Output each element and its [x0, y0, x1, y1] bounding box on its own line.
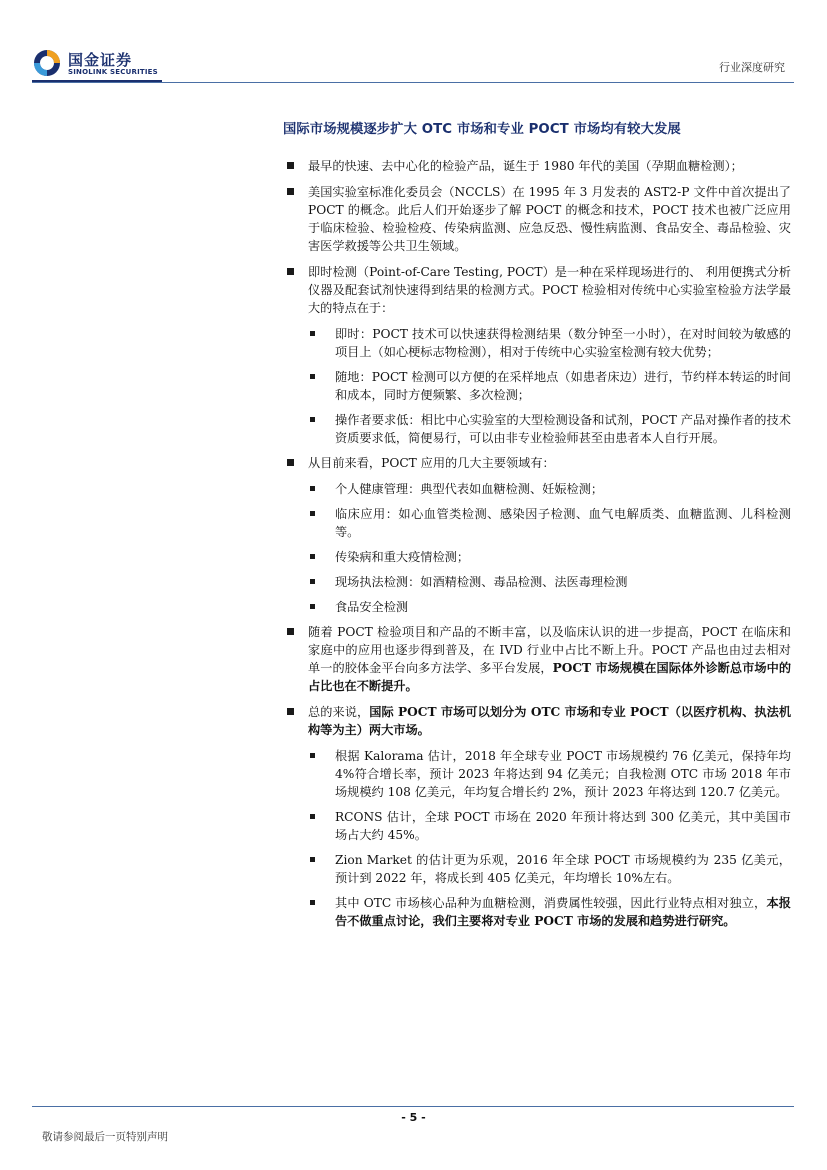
logo-english-name: SINOLINK SECURITIES	[68, 68, 158, 76]
footer-divider	[32, 1106, 794, 1107]
sub-bullet-item	[283, 573, 791, 591]
sub-bullet-emphasis: 本报告不做重点讨论，我们主要将对专业 POCT 市场的发展和趋势进行研究。	[335, 896, 791, 928]
bullet-square-icon	[287, 459, 294, 466]
main-content	[283, 108, 791, 937]
bullet-square-icon	[287, 162, 294, 169]
sub-bullet-item	[283, 548, 791, 566]
bullet-item	[283, 703, 791, 739]
sub-bullet-text: 食品安全检测	[335, 600, 409, 614]
sinolink-logo-icon	[32, 48, 62, 78]
bullet-text: 随着 POCT 检验项目和产品的不断丰富，以及临床认识的进一步提高，POCT 在临床和家庭中的应用也逐步得到普及，在 IVD 行业中占比不断上升。POCT 产品也由过去相对单一的胶体金平台向多方法学、多平台发展，	[308, 625, 791, 675]
sub-bullet-text: 操作者要求低：相比中心实验室的大型检测设备和试剂，POCT 产品对操作者的技术资质要求低，简便易行，可以由非专业检验师甚至由患者本人自行开展。	[335, 413, 791, 445]
bullet-text: 美国实验室标准化委员会（NCCLS）在 1995 年 3 月发表的 AST2-P 文件中首次提出了 POCT 的概念。此后人们开始逐步了解 POCT 的概念和技术，POCT 技术也被广泛应用于临床检验、检验检疫、传染病监测、应急反恐、慢性病监测、食品安全、毒品检验、灾害医学救援等公共卫生领域。	[308, 185, 791, 253]
sub-bullet-square-icon	[310, 331, 315, 336]
sub-bullet-text: RCONS 估计，全球 POCT 市场在 2020 年预计将达到 300 亿美元，其中美国市场占大约 45%。	[335, 810, 791, 842]
sub-bullet-item	[283, 480, 791, 498]
sub-bullet-square-icon	[310, 900, 315, 905]
sub-bullet-square-icon	[310, 417, 315, 422]
sub-bullet-square-icon	[310, 753, 315, 758]
sub-bullet-item	[283, 598, 791, 616]
bullet-square-icon	[287, 708, 294, 715]
section-title: 国际市场规模逐步扩大 OTC 市场和专业 POCT 市场均有较大发展	[283, 122, 681, 137]
sub-bullet-text: 随地：POCT 检测可以方便的在采样地点（如患者床边）进行，节约样本转运的时间和成本，同时方便频繁、多次检测；	[335, 370, 791, 402]
bullet-item	[283, 623, 791, 695]
sub-bullet-item	[283, 411, 791, 447]
sub-bullet-text: 其中 OTC 市场核心品种为血糖检测，消费属性较强，因此行业特点相对独立，	[335, 896, 767, 910]
sub-bullet-text: 根据 Kalorama 估计，2018 年全球专业 POCT 市场规模约 76 亿美元，保持年均 4%符合增长率，预计 2023 年将达到 94 亿美元；自我检测 OTC 市场 2018 年市场规模约 108 亿美元，年均复合增长约 2%，预计 2023 年将达到 120.7 亿美元。	[335, 749, 791, 799]
page-number: - 5 -	[401, 1111, 426, 1124]
sub-bullet-square-icon	[310, 604, 315, 609]
logo-chinese-name: 国金证券	[68, 51, 133, 69]
bullet-item	[283, 183, 791, 255]
bullet-emphasis: 国际 POCT 市场可以划分为 OTC 市场和专业 POCT（以医疗机构、执法机构等为主）两大市场。	[308, 705, 792, 737]
sub-bullet-square-icon	[310, 857, 315, 862]
bullet-square-icon	[287, 188, 294, 195]
sub-bullet-square-icon	[310, 554, 315, 559]
sub-bullet-text: Zion Market 的估计更为乐观，2016 年全球 POCT 市场规模约为 235 亿美元，预计到 2022 年，将成长到 405 亿美元，年均增长 10%左右。	[335, 853, 791, 885]
sub-bullet-text: 传染病和重大疫情检测；	[335, 550, 470, 564]
bullet-item	[283, 157, 791, 175]
sub-bullet-square-icon	[310, 374, 315, 379]
bullet-text: 从目前来看，POCT 应用的几大主要领域有：	[308, 456, 555, 470]
sub-bullet-text: 个人健康管理：典型代表如血糖检测、妊娠检测；	[335, 482, 604, 496]
page-header	[0, 0, 827, 90]
bullet-square-icon	[287, 628, 294, 635]
sub-bullet-item	[283, 851, 791, 887]
sub-bullet-square-icon	[310, 814, 315, 819]
bullet-item	[283, 263, 791, 317]
sub-bullet-square-icon	[310, 579, 315, 584]
sub-bullet-square-icon	[310, 486, 315, 491]
footer-disclaimer: 敬请参阅最后一页特别声明	[42, 1131, 168, 1143]
sub-bullet-text: 现场执法检测：如酒精检测、毒品检测、法医毒理检测	[335, 575, 628, 589]
bullet-item	[283, 454, 791, 472]
sub-bullet-item	[283, 505, 791, 541]
sub-bullet-text: 临床应用：如心血管类检测、感染因子检测、血气电解质类、血糖监测、儿科检测等。	[335, 507, 791, 539]
bullet-text: 总的来说，	[308, 705, 370, 719]
sub-bullet-item	[283, 894, 791, 930]
sub-bullet-item	[283, 368, 791, 404]
sub-bullet-square-icon	[310, 511, 315, 516]
bullet-text: 即时检测（Point-of-Care Testing, POCT）是一种在采样现场进行的、 利用便携式分析仪器及配套试剂快速得到结果的检测方式。POCT 检验相对传统中心实验室检验方法学最大的特点在于：	[308, 265, 791, 315]
bullet-square-icon	[287, 268, 294, 275]
sub-bullet-item	[283, 325, 791, 361]
bullet-emphasis: POCT 市场规模在国际体外诊断总市场中的占比也在不断提升。	[308, 661, 792, 693]
report-type: 行业深度研究	[719, 61, 785, 74]
sub-bullet-item	[283, 747, 791, 801]
company-logo	[32, 48, 162, 80]
sub-bullet-text: 即时：POCT 技术可以快速获得检测结果（数分钟至一小时），在对时间较为敏感的项目上（如心梗标志物检测），相对于传统中心实验室检测有较大优势；	[335, 327, 791, 359]
header-divider	[32, 82, 794, 83]
bullet-text: 最早的快速、去中心化的检验产品，诞生于 1980 年代的美国（孕期血糖检测）；	[308, 159, 743, 173]
sub-bullet-item	[283, 808, 791, 844]
